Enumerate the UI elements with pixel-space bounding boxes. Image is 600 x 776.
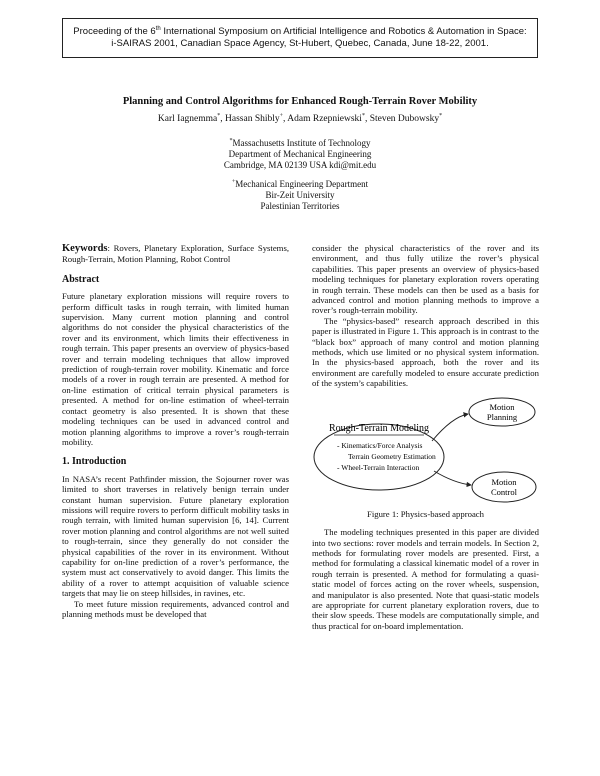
abstract-text: Future planetary exploration missions will require rovers to perform difficult tasks in rough terrain, with limited human supervision. Many current motion planning and control algorithms do not consider the physical characteristics of the rover and its environment, which limits their effectiveness in rough terrain. This paper presents an overview of physics-based rover and terrain modeling techniques that allow improved prediction of rough-terrain rover mobility. Kinematic and force models of a rover in rough terrain are presented. A method for on-line estimation of critical terrain physical parameters is presented. A method for on-line estimation of wheel-terrain contact geometry is also presented. It is shown that these modeling techniques can be used in advanced control and motion planning algorithms to improve a rover’s rough-terrain mobility. <box>62 291 289 447</box>
motion-control-label: Control <box>491 486 517 497</box>
affiliation-birzeit: +Mechanical Engineering Department Bir-Zeit University Palestinian Territories <box>231 179 369 211</box>
right-paragraph-3: The modeling techniques presented in this paper are divided into two sections: rover models and terrain models. In Section 2, methods for formulating rover models are presented. First, a method for formulating a classical kinematic model of a rover in rough terrain is presented. A method for formulating a quasi-static model of forces acting on the rover wheels, suspension, and manipulator is also presented. Note that quasi-static models are appropriate for current planetary exploration rovers, due to their slow speeds. These models are computationally simple, and thus practical for on-board implementation. <box>312 527 539 631</box>
right-column <box>312 243 539 631</box>
figure-item: - Wheel-Terrain Interaction <box>337 462 420 472</box>
right-paragraph-2: The “physics-based” research approach described in this paper is illustrated in Figure 1. This approach is in contrast to the “black box” approach of many control and motion planning methods, which use limited or no physical system information. In the physics-based approach, both the rover and its environment are carefully modeled to ensure accurate prediction of the system’s capabilities. <box>312 315 539 389</box>
figure-item: Terrain Geometry Estimation <box>348 451 436 461</box>
main-box-label: Rough-Terrain Modeling <box>328 422 430 434</box>
figure-caption: Figure 1: Physics-based approach <box>366 508 484 519</box>
affiliation-mit: *Massachusetts Institute of Technology Department of Mechanical Engineering Cambridge, MA 02139 USA kdi@mit.edu <box>223 138 377 170</box>
left-column <box>62 243 289 619</box>
introduction-heading: 1. Introduction <box>62 456 127 468</box>
arrow-to-planning <box>432 414 468 441</box>
motion-planning-label: Motion <box>489 401 515 412</box>
abstract-heading: Abstract <box>62 273 100 285</box>
right-paragraph-1: consider the physical characteristics of the rover and its environment, and thus fully utilize the rover’s physical capabilities. This paper presents an overview of physics-based modeling techniques for planetary exploration rovers operating in rough terrain. These models can then be used as a basis for advanced control and motion planning methods to improve a rover’s rough-terrain mobility. <box>312 243 539 316</box>
physics-based-approach-diagram <box>312 397 539 507</box>
author: Steven Dubowsky <box>369 114 440 125</box>
figure-1-diagram <box>312 397 539 507</box>
paper-title: Planning and Control Algorithms for Enhanced Rough-Terrain Rover Mobility <box>122 96 478 107</box>
author: Karl Iagnemma <box>157 114 218 125</box>
motion-control-label: Motion <box>491 476 517 487</box>
arrow-to-control <box>434 471 471 485</box>
intro-paragraph-2: To meet future mission requirements, advanced control and planning methods must be developed that <box>62 598 289 619</box>
header-line-2: i-SAIRAS 2001, Canadian Space Agency, St-Hubert, Quebec, Canada, June 18-22, 2001. <box>111 38 489 49</box>
header-line-1: Proceeding of the 6th International Symposium on Artificial Intelligence and Robotics & Automation in Space: <box>73 25 527 37</box>
figure-item: - Kinematics/Force Analysis <box>337 440 423 450</box>
proceedings-header <box>62 18 538 58</box>
intro-paragraph-1: In NASA’s recent Pathfinder mission, the Sojourner rover was limited to short traverses in relatively benign terrain under constant human supervision. Future planetary exploration missions will require rovers to perform difficult mobility tasks in rough terrain, with limited human supervision [6, 14]. Current rover motion planning and control algorithms are not well suited to rough-terrain, since they generally do not consider the physical capabilities of the rover in its environment. Without capability for on-line prediction of a rover’s performance, the system must act conservatively to avoid danger. This limits the ability of a rover to attempt acquisition of valuable science targets that may lie on steep hillsides, in ravines, etc. <box>62 473 289 599</box>
author-list: Karl Iagnemma*, Hassan Shibly+, Adam Rzepniewski*, Steven Dubowsky* <box>157 113 443 125</box>
motion-planning-label: Planning <box>486 411 518 422</box>
author: Hassan Shibly <box>225 114 280 125</box>
author: Adam Rzepniewski <box>287 114 362 125</box>
keywords: Keywords: Rovers, Planetary Exploration, Surface Systems, Rough-Terrain, Motion Planning, Robot Control <box>62 243 289 265</box>
